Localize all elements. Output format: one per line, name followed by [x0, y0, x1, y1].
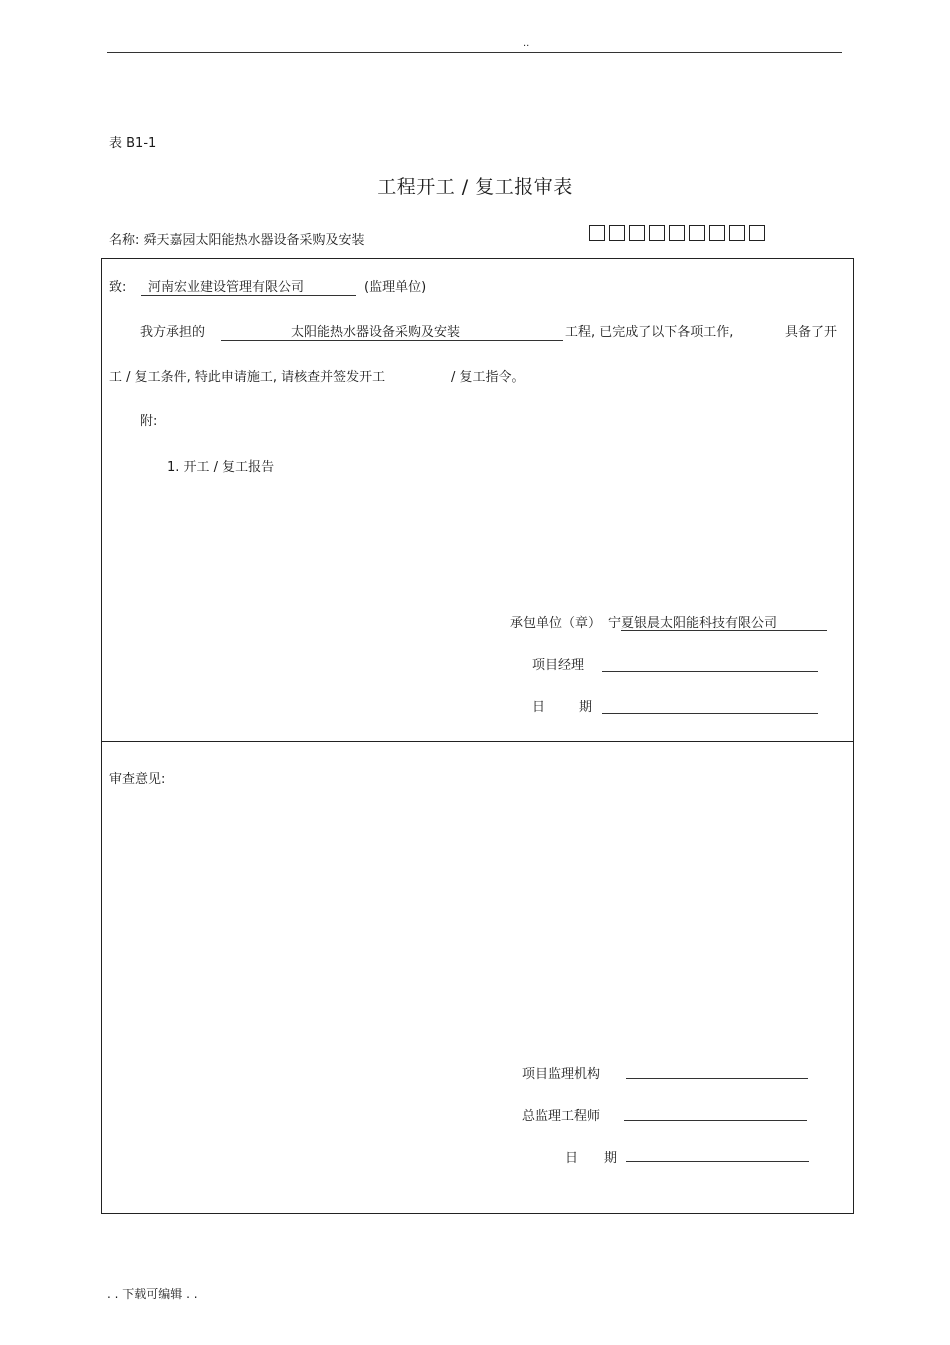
- contractor-underline: [621, 630, 827, 631]
- application-section: [101, 258, 854, 742]
- line1-project[interactable]: 太阳能热水器设备采购及安装: [291, 325, 461, 340]
- date2-label-b: 期: [604, 1151, 618, 1166]
- code-box[interactable]: [649, 225, 665, 241]
- code-box[interactable]: [589, 225, 605, 241]
- to-label: 致:: [109, 280, 127, 295]
- org-field[interactable]: [626, 1078, 808, 1079]
- code-box[interactable]: [709, 225, 725, 241]
- line1-prefix: 我方承担的: [140, 325, 206, 340]
- project-name-label: 名称:: [109, 233, 140, 248]
- header-dots: ..: [523, 38, 530, 49]
- engineer-label: 总监理工程师: [522, 1109, 601, 1124]
- line2-a: 工 / 复工条件, 特此申请施工, 请核查并签发开工: [109, 370, 386, 385]
- project-name-value: 舜天嘉园太阳能热水器设备采购及安装: [143, 233, 365, 248]
- to-value[interactable]: 河南宏业建设管理有限公司: [148, 280, 305, 295]
- date2-label-a: 日: [565, 1151, 579, 1166]
- opinion-label: 审查意见:: [109, 772, 166, 787]
- line1-suffix: 工程, 已完成了以下各项工作,: [565, 325, 734, 340]
- code-box[interactable]: [689, 225, 705, 241]
- page-title: 工程开工 / 复工报审表: [377, 176, 573, 198]
- code-box[interactable]: [629, 225, 645, 241]
- attach-label: 附:: [140, 414, 158, 429]
- contractor-label: 承包单位（章）: [510, 616, 602, 631]
- project-underline: [221, 340, 563, 341]
- engineer-field[interactable]: [624, 1120, 807, 1121]
- org-label: 项目监理机构: [522, 1067, 601, 1082]
- project-name-row: [109, 229, 365, 248]
- to-underline: [141, 295, 356, 296]
- form-code: 表 B1-1: [109, 136, 157, 151]
- contractor-value[interactable]: 宁夏银晨太阳能科技有限公司: [608, 616, 778, 631]
- code-box[interactable]: [749, 225, 765, 241]
- code-boxes: [589, 225, 765, 241]
- date1-label-a: 日: [532, 700, 546, 715]
- code-box[interactable]: [729, 225, 745, 241]
- date1-label-b: 期: [579, 700, 593, 715]
- date2-field[interactable]: [626, 1161, 809, 1162]
- review-section: [101, 741, 854, 1214]
- manager-label: 项目经理: [532, 658, 585, 673]
- line2-b: / 复工指令。: [451, 370, 525, 385]
- header-rule: [107, 52, 842, 53]
- code-box[interactable]: [609, 225, 625, 241]
- attach-item: 1. 开工 / 复工报告: [167, 460, 275, 475]
- footer-note: . . 下载可编辑 . .: [107, 1287, 198, 1301]
- manager-field[interactable]: [602, 671, 818, 672]
- code-box[interactable]: [669, 225, 685, 241]
- to-suffix: (监理单位): [364, 280, 427, 295]
- line1-end: 具备了开: [785, 325, 838, 340]
- date1-field[interactable]: [602, 713, 818, 714]
